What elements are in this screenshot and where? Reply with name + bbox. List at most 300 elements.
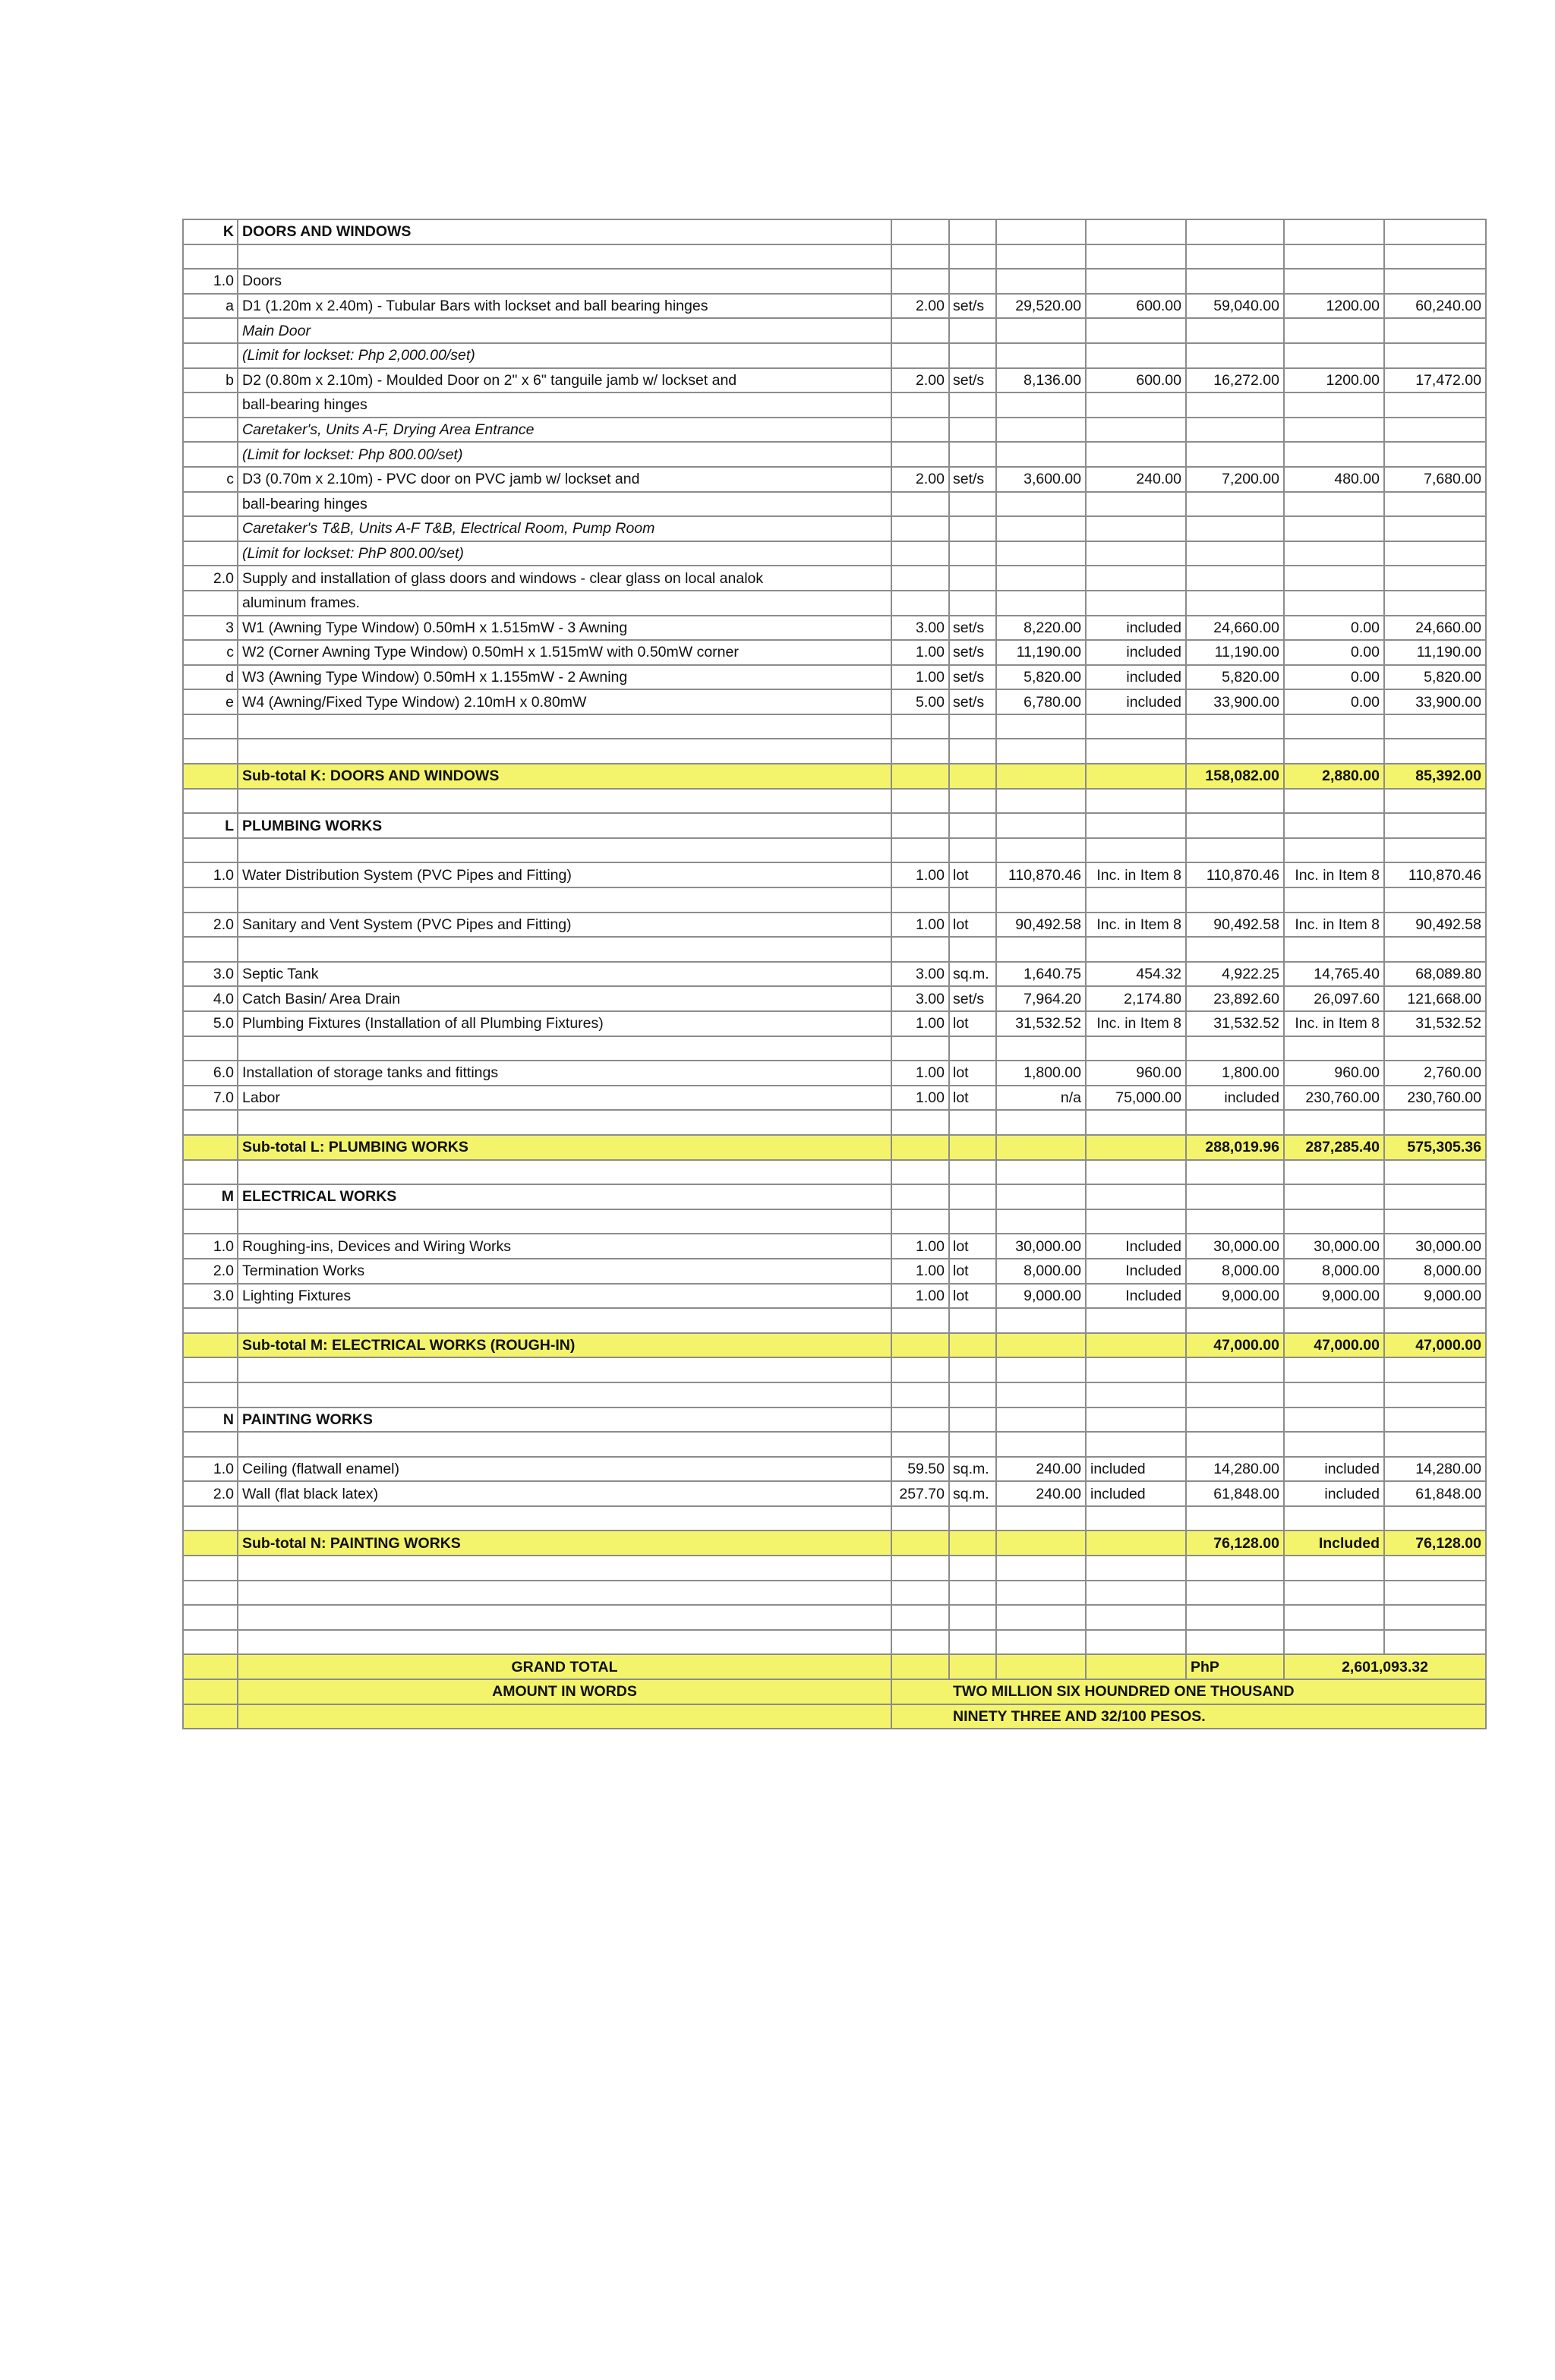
quantity (891, 442, 949, 467)
labor-cost: Inc. in Item 8 (1284, 913, 1384, 938)
unit-cost-material: 8,136.00 (996, 368, 1086, 393)
unit-cost-material: 240.00 (996, 1457, 1086, 1482)
unit-cost-material (996, 516, 1086, 541)
unit (949, 813, 996, 838)
quantity (891, 1209, 949, 1234)
quantity (891, 739, 949, 764)
quantity (891, 1432, 949, 1457)
unit-cost-material: 11,190.00 (996, 640, 1086, 665)
quantity: 1.00 (891, 1234, 949, 1259)
unit-cost-labor: 240.00 (1086, 467, 1186, 492)
item-number (183, 516, 238, 541)
total-cost (1384, 1036, 1486, 1061)
material-cost: 61,848.00 (1186, 1481, 1284, 1506)
unit-cost-material (996, 418, 1086, 443)
item-description: ball-bearing hinges (238, 392, 891, 418)
note-row (183, 343, 1486, 368)
unit-cost-labor: Included (1086, 1284, 1186, 1309)
total-cost: 121,668.00 (1384, 986, 1486, 1011)
unit-cost-labor (1086, 1160, 1186, 1185)
material-cost (1186, 1110, 1284, 1135)
material-cost: 31,532.52 (1186, 1011, 1284, 1036)
unit (949, 244, 996, 270)
item-description (238, 1432, 891, 1457)
unit (949, 492, 996, 517)
section-header-row (183, 1184, 1486, 1209)
note-row (183, 418, 1486, 443)
unit (949, 1036, 996, 1061)
note-row (183, 541, 1486, 566)
labor-cost (1284, 789, 1384, 814)
unit: sq.m. (949, 962, 996, 987)
unit-cost-material: 30,000.00 (996, 1234, 1086, 1259)
table-row (183, 269, 1486, 294)
material-cost (1186, 1630, 1284, 1655)
quantity: 1.00 (891, 913, 949, 938)
item-number (183, 1160, 238, 1185)
unit (949, 591, 996, 616)
quantity (891, 1605, 949, 1630)
item-number (183, 887, 238, 913)
unit-cost-material (996, 1333, 1086, 1358)
item-number: 1.0 (183, 862, 238, 887)
material-cost: 288,019.96 (1186, 1135, 1284, 1160)
material-cost (1186, 442, 1284, 467)
unit-cost-labor (1086, 887, 1186, 913)
labor-cost (1284, 1605, 1384, 1630)
unit (949, 714, 996, 739)
item-number: c (183, 467, 238, 492)
quantity (891, 492, 949, 517)
item-number (183, 492, 238, 517)
material-cost (1186, 244, 1284, 270)
labor-cost (1284, 318, 1384, 343)
unit-cost-material: 3,600.00 (996, 467, 1086, 492)
unit-cost-labor: included (1086, 1457, 1186, 1482)
labor-cost: Inc. in Item 8 (1284, 1011, 1384, 1036)
blank-row (183, 937, 1486, 962)
unit (949, 219, 996, 244)
unit (949, 541, 996, 566)
unit (949, 1530, 996, 1556)
blank-row (183, 887, 1486, 913)
material-cost (1186, 1036, 1284, 1061)
quantity: 1.00 (891, 1086, 949, 1111)
quantity (891, 343, 949, 368)
material-cost (1186, 1605, 1284, 1630)
item-number (183, 789, 238, 814)
unit-cost-labor: included (1086, 665, 1186, 690)
item-number: 7.0 (183, 1086, 238, 1111)
blank-row (183, 1308, 1486, 1333)
item-number: K (183, 219, 238, 244)
material-cost: 1,800.00 (1186, 1061, 1284, 1086)
note-row (183, 442, 1486, 467)
unit-cost-labor (1086, 343, 1186, 368)
note-row (183, 318, 1486, 343)
unit (949, 1432, 996, 1457)
unit (949, 1333, 996, 1358)
total-cost: 85,392.00 (1384, 764, 1486, 789)
unit (949, 1630, 996, 1655)
unit-cost-material (996, 442, 1086, 467)
unit-cost-material: 7,964.20 (996, 986, 1086, 1011)
unit-cost-labor: Inc. in Item 8 (1086, 1011, 1186, 1036)
unit-cost-material (996, 591, 1086, 616)
unit-cost-labor: 2,174.80 (1086, 986, 1186, 1011)
material-cost (1186, 739, 1284, 764)
total-cost: 24,660.00 (1384, 616, 1486, 641)
item-number (183, 1135, 238, 1160)
unit-cost-material (996, 318, 1086, 343)
table-row (183, 566, 1486, 591)
total-cost: 14,280.00 (1384, 1457, 1486, 1482)
unit: lot (949, 1284, 996, 1309)
item-description (238, 937, 891, 962)
quantity: 1.00 (891, 1259, 949, 1284)
unit: lot (949, 1061, 996, 1086)
unit: set/s (949, 640, 996, 665)
item-number: 5.0 (183, 1011, 238, 1036)
item-description (238, 789, 891, 814)
total-cost (1384, 1184, 1486, 1209)
item-number: 6.0 (183, 1061, 238, 1086)
unit (949, 1160, 996, 1185)
quantity: 1.00 (891, 640, 949, 665)
labor-cost: 14,765.40 (1284, 962, 1384, 987)
quantity (891, 516, 949, 541)
unit-cost-labor (1086, 516, 1186, 541)
item-description: PAINTING WORKS (238, 1408, 891, 1433)
subtotal-row (183, 764, 1486, 789)
material-cost (1186, 1382, 1284, 1408)
total-cost (1384, 739, 1486, 764)
unit-cost-material (996, 1432, 1086, 1457)
blank-row (183, 1432, 1486, 1457)
quantity (891, 714, 949, 739)
blank-row (183, 1036, 1486, 1061)
labor-cost (1284, 343, 1384, 368)
blank-row (183, 1506, 1486, 1531)
material-cost (1186, 838, 1284, 863)
total-cost (1384, 343, 1486, 368)
unit-cost-material: 6,780.00 (996, 689, 1086, 714)
unit-cost-labor (1086, 219, 1186, 244)
item-number (183, 1382, 238, 1408)
quantity (891, 1530, 949, 1556)
labor-cost: 1200.00 (1284, 368, 1384, 393)
item-description: D3 (0.70m x 2.10m) - PVC door on PVC jamb w/ lockset and (238, 467, 891, 492)
total-cost: 2,760.00 (1384, 1061, 1486, 1086)
quantity (891, 1506, 949, 1531)
table-row (183, 862, 1486, 887)
unit-cost-material (996, 219, 1086, 244)
unit-cost-labor: 75,000.00 (1086, 1086, 1186, 1111)
unit-cost-material: 90,492.58 (996, 913, 1086, 938)
item-description: Sub-total L: PLUMBING WORKS (238, 1135, 891, 1160)
unit-cost-material (996, 789, 1086, 814)
total-cost (1384, 219, 1486, 244)
labor-cost (1284, 1110, 1384, 1135)
material-cost: 158,082.00 (1186, 764, 1284, 789)
material-cost (1186, 813, 1284, 838)
item-description: Doors (238, 269, 891, 294)
table-row (183, 913, 1486, 938)
unit-cost-material (996, 1357, 1086, 1382)
section-header-row (183, 219, 1486, 244)
total-cost (1384, 789, 1486, 814)
quantity (891, 937, 949, 962)
total-cost (1384, 1160, 1486, 1185)
labor-cost (1284, 244, 1384, 270)
unit-cost-labor (1086, 1432, 1186, 1457)
item-description (238, 838, 891, 863)
material-cost: included (1186, 1086, 1284, 1111)
blank-row (183, 714, 1486, 739)
total-cost (1384, 1432, 1486, 1457)
unit (949, 1209, 996, 1234)
labor-cost (1284, 1630, 1384, 1655)
total-cost: 33,900.00 (1384, 689, 1486, 714)
unit-cost-labor: Inc. in Item 8 (1086, 862, 1186, 887)
item-description: Ceiling (flatwall enamel) (238, 1457, 891, 1482)
item-description: (Limit for lockset: Php 2,000.00/set) (238, 343, 891, 368)
item-number (183, 1209, 238, 1234)
material-cost: 16,272.00 (1186, 368, 1284, 393)
quantity (891, 1036, 949, 1061)
unit-cost-material: 1,800.00 (996, 1061, 1086, 1086)
item-number: M (183, 1184, 238, 1209)
item-description: Catch Basin/ Area Drain (238, 986, 891, 1011)
unit-cost-labor (1086, 566, 1186, 591)
item-description: Septic Tank (238, 962, 891, 987)
item-number (183, 1333, 238, 1358)
quantity (891, 1357, 949, 1382)
item-number: 2.0 (183, 1481, 238, 1506)
material-cost (1186, 492, 1284, 517)
blank-row (183, 1605, 1486, 1630)
unit-cost-material (996, 1036, 1086, 1061)
unit (949, 937, 996, 962)
unit-cost-material: 29,520.00 (996, 294, 1086, 319)
labor-cost (1284, 813, 1384, 838)
item-number (183, 1357, 238, 1382)
unit-cost-material (996, 566, 1086, 591)
unit-cost-labor (1086, 418, 1186, 443)
unit (949, 269, 996, 294)
material-cost: 14,280.00 (1186, 1457, 1284, 1482)
blank-row (183, 838, 1486, 863)
material-cost (1186, 1209, 1284, 1234)
labor-cost (1284, 1382, 1384, 1408)
quantity (891, 1581, 949, 1606)
grand-total-block (183, 1654, 1486, 1729)
labor-cost (1284, 1184, 1384, 1209)
material-cost: 90,492.58 (1186, 913, 1284, 938)
total-cost: 60,240.00 (1384, 294, 1486, 319)
unit-cost-material: 8,000.00 (996, 1259, 1086, 1284)
material-cost (1186, 516, 1284, 541)
quantity (891, 1135, 949, 1160)
table-row (183, 665, 1486, 690)
labor-cost (1284, 1357, 1384, 1382)
unit-cost-labor (1086, 591, 1186, 616)
subtotal-row (183, 1135, 1486, 1160)
item-description (238, 1556, 891, 1581)
total-cost: 68,089.80 (1384, 962, 1486, 987)
material-cost (1186, 318, 1284, 343)
item-description (238, 1110, 891, 1135)
labor-cost: 1200.00 (1284, 294, 1384, 319)
item-number: 4.0 (183, 986, 238, 1011)
quantity: 2.00 (891, 467, 949, 492)
item-number (183, 1556, 238, 1581)
item-number (183, 1581, 238, 1606)
unit-cost-material (996, 1160, 1086, 1185)
labor-cost: 0.00 (1284, 689, 1384, 714)
unit-cost-labor (1086, 1357, 1186, 1382)
total-cost (1384, 516, 1486, 541)
unit-cost-material (996, 1530, 1086, 1556)
unit (949, 887, 996, 913)
quantity (891, 318, 949, 343)
grand-total-label: GRAND TOTAL (238, 1654, 891, 1679)
material-cost (1186, 1160, 1284, 1185)
material-cost: 5,820.00 (1186, 665, 1284, 690)
item-number (183, 1530, 238, 1556)
unit: set/s (949, 368, 996, 393)
item-description: Wall (flat black latex) (238, 1481, 891, 1506)
subtotal-row (183, 1530, 1486, 1556)
bill-of-quantities-table (182, 219, 1487, 1729)
unit (949, 516, 996, 541)
quantity (891, 566, 949, 591)
item-number (183, 392, 238, 418)
unit-cost-labor (1086, 492, 1186, 517)
unit: set/s (949, 467, 996, 492)
total-cost (1384, 887, 1486, 913)
blank-row (183, 739, 1486, 764)
item-description: Caretaker's T&B, Units A-F T&B, Electrical Room, Pump Room (238, 516, 891, 541)
item-number (183, 343, 238, 368)
item-description (238, 1308, 891, 1333)
labor-cost: 30,000.00 (1284, 1234, 1384, 1259)
item-number (183, 1036, 238, 1061)
total-cost (1384, 269, 1486, 294)
unit-cost-labor (1086, 789, 1186, 814)
unit-cost-material (996, 541, 1086, 566)
item-description: Termination Works (238, 1259, 891, 1284)
labor-cost (1284, 566, 1384, 591)
total-cost (1384, 1630, 1486, 1655)
table-row (183, 1061, 1486, 1086)
total-cost (1384, 937, 1486, 962)
labor-cost (1284, 541, 1384, 566)
item-description: D1 (1.20m x 2.40m) - Tubular Bars with lockset and ball bearing hinges (238, 294, 891, 319)
unit-cost-labor (1086, 1530, 1186, 1556)
labor-cost (1284, 516, 1384, 541)
total-cost: 17,472.00 (1384, 368, 1486, 393)
labor-cost (1284, 591, 1384, 616)
unit (949, 566, 996, 591)
unit-cost-labor (1086, 1333, 1186, 1358)
item-description: Sub-total M: ELECTRICAL WORKS (ROUGH-IN) (238, 1333, 891, 1358)
labor-cost (1284, 219, 1384, 244)
item-description: Water Distribution System (PVC Pipes and Fitting) (238, 862, 891, 887)
item-description: Labor (238, 1086, 891, 1111)
item-description: Sub-total N: PAINTING WORKS (238, 1530, 891, 1556)
labor-cost (1284, 418, 1384, 443)
quantity: 3.00 (891, 616, 949, 641)
unit-cost-material: 5,820.00 (996, 665, 1086, 690)
material-cost: 4,922.25 (1186, 962, 1284, 987)
unit-cost-material (996, 269, 1086, 294)
unit (949, 1382, 996, 1408)
table-row (183, 986, 1486, 1011)
unit: sq.m. (949, 1457, 996, 1482)
material-cost (1186, 418, 1284, 443)
item-number (183, 764, 238, 789)
quantity (891, 541, 949, 566)
unit-cost-material (996, 813, 1086, 838)
total-cost (1384, 714, 1486, 739)
unit-cost-labor: included (1086, 1481, 1186, 1506)
quantity (891, 1184, 949, 1209)
table-row (183, 467, 1486, 492)
table-row (183, 294, 1486, 319)
unit-cost-labor (1086, 739, 1186, 764)
unit (949, 343, 996, 368)
labor-cost: 8,000.00 (1284, 1259, 1384, 1284)
item-number (183, 318, 238, 343)
unit-cost-material (996, 887, 1086, 913)
total-cost (1384, 541, 1486, 566)
item-description: W4 (Awning/Fixed Type Window) 2.10mH x 0.80mW (238, 689, 891, 714)
item-number (183, 1605, 238, 1630)
total-cost: 230,760.00 (1384, 1086, 1486, 1111)
material-cost (1186, 1556, 1284, 1581)
item-number (183, 591, 238, 616)
unit: lot (949, 1234, 996, 1259)
unit (949, 1556, 996, 1581)
blank-row (183, 789, 1486, 814)
blank-row (183, 1357, 1486, 1382)
item-number (183, 244, 238, 270)
material-cost: 23,892.60 (1186, 986, 1284, 1011)
item-number: 3.0 (183, 962, 238, 987)
table-body (183, 219, 1486, 1654)
labor-cost: 2,880.00 (1284, 764, 1384, 789)
item-number: b (183, 368, 238, 393)
note-row (183, 516, 1486, 541)
unit-cost-labor: included (1086, 616, 1186, 641)
unit-cost-labor (1086, 764, 1186, 789)
material-cost: 47,000.00 (1186, 1333, 1284, 1358)
quantity (891, 269, 949, 294)
total-cost (1384, 244, 1486, 270)
total-cost: 31,532.52 (1384, 1011, 1486, 1036)
material-cost: 7,200.00 (1186, 467, 1284, 492)
table-row (183, 392, 1486, 418)
total-cost: 9,000.00 (1384, 1284, 1486, 1309)
unit (949, 1506, 996, 1531)
unit-cost-material (996, 1308, 1086, 1333)
total-cost: 11,190.00 (1384, 640, 1486, 665)
material-cost: 24,660.00 (1186, 616, 1284, 641)
quantity: 1.00 (891, 1284, 949, 1309)
item-description (238, 1630, 891, 1655)
item-description: DOORS AND WINDOWS (238, 219, 891, 244)
